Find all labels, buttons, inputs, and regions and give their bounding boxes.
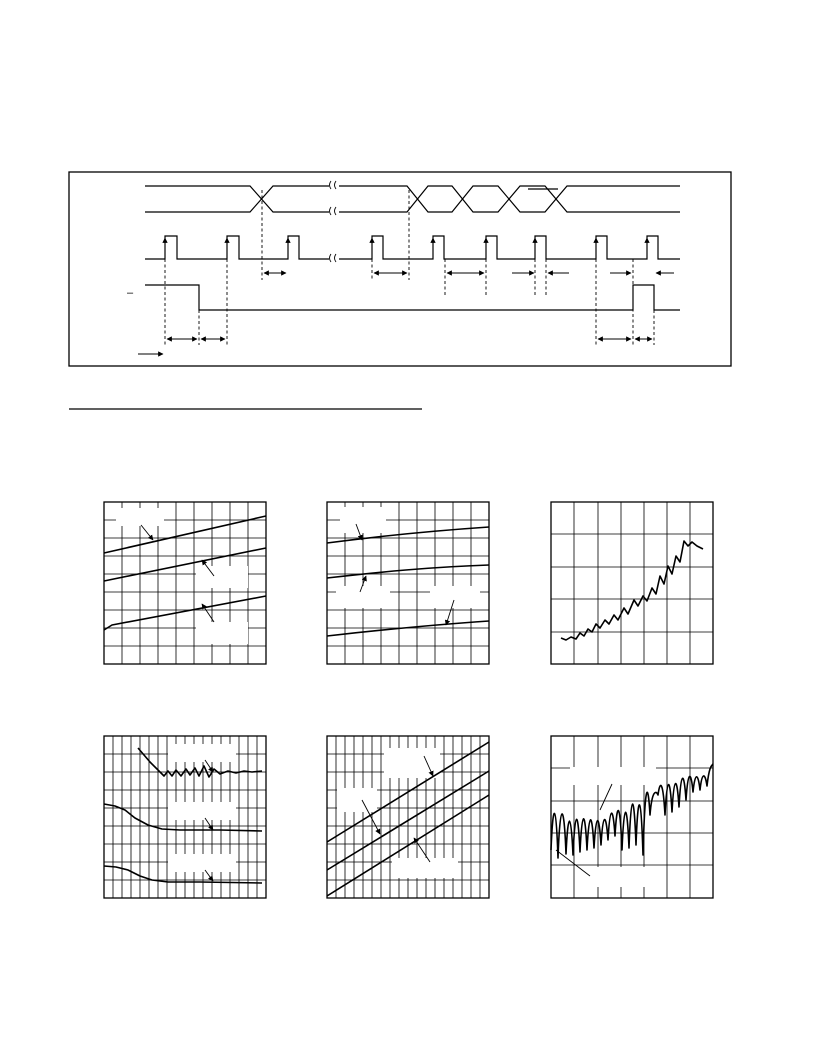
graph-4-label-box (168, 802, 236, 820)
graph-4-label-box (168, 744, 236, 762)
graph-4-label-box (168, 854, 236, 872)
graph-2-label-box (340, 507, 386, 533)
chip-select-waveform (127, 285, 680, 310)
graph-1-label-box (196, 566, 248, 588)
graph-2-curve-3 (327, 621, 489, 636)
data-bus-waveform (145, 180, 680, 218)
timing-reference-lines (165, 190, 654, 345)
graph-4 (104, 736, 266, 898)
timing-interval-arrows (138, 273, 674, 354)
clock-waveform (145, 236, 680, 266)
timing-diagram (69, 172, 731, 366)
graph-6-label-box (570, 767, 656, 785)
graph-2 (327, 502, 489, 664)
graph-1-label-box (196, 622, 248, 644)
graph-5 (327, 736, 489, 898)
timing-diagram-frame (69, 172, 731, 366)
graph-6 (551, 736, 713, 898)
graph-5-label-box (337, 788, 377, 812)
overbar-mark: – (127, 287, 134, 299)
graph-2-label-box (430, 586, 480, 608)
graph-3 (551, 502, 713, 664)
graph-2-curve-2 (327, 565, 489, 578)
graph-1-label-box (116, 508, 164, 526)
graph-3-curve (561, 541, 703, 640)
graph-5-label-box (392, 858, 458, 878)
graph-2-label-box (336, 586, 390, 608)
graph-1 (104, 502, 266, 664)
graph-6-label-box (588, 867, 662, 887)
graph-3-grid (551, 502, 713, 664)
graph-3-frame (551, 502, 713, 664)
